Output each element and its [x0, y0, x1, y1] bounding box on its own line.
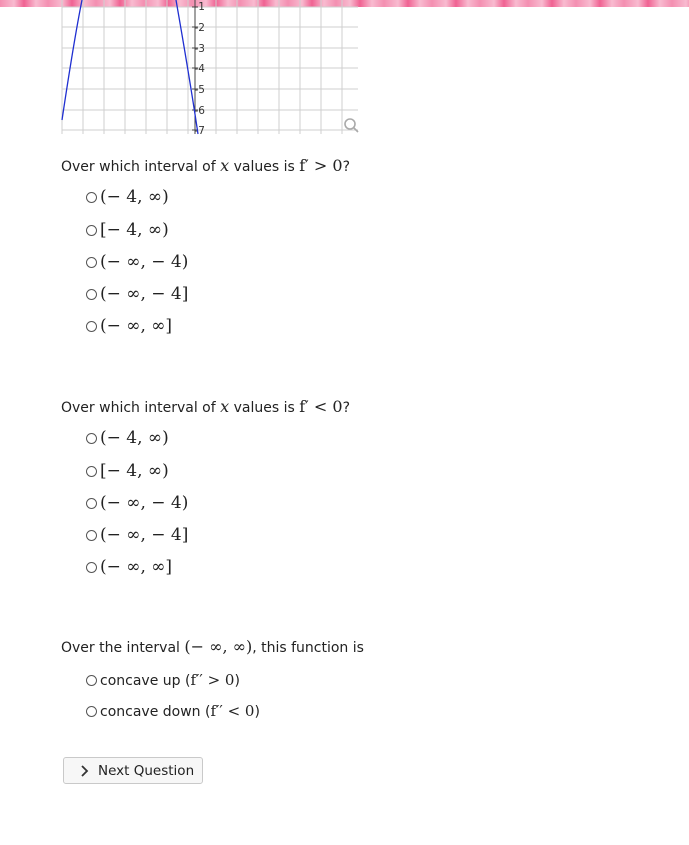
math-expression: (− ∞, ∞)	[184, 637, 253, 656]
question-1-prompt: Over which interval of x values is f′ > 0?	[61, 156, 350, 175]
function-curve-left	[62, 0, 82, 120]
q2-option-1[interactable]: (− 4, ∞)	[86, 427, 169, 449]
q1-option-5[interactable]: (− ∞, ∞]	[86, 315, 172, 337]
math-expression: f′ > 0	[299, 156, 343, 175]
radio-button[interactable]	[86, 466, 97, 477]
y-tick-label: -5	[194, 84, 205, 96]
q3-option-concave-up[interactable]: concave up (f′′ > 0)	[86, 669, 240, 691]
q2-option-2[interactable]: [− 4, ∞)	[86, 460, 169, 482]
math-expression: f′ < 0	[299, 397, 343, 416]
q1-option-4[interactable]: (− ∞, − 4]	[86, 283, 188, 305]
next-question-button[interactable]	[63, 757, 203, 784]
radio-button[interactable]	[86, 562, 97, 573]
question-3-prompt: Over the interval (− ∞, ∞), this function is	[61, 637, 364, 656]
q3-option-concave-down[interactable]: concave down (f′′ < 0)	[86, 700, 260, 722]
q2-option-3[interactable]: (− ∞, − 4)	[86, 492, 188, 514]
q1-option-3[interactable]: (− ∞, − 4)	[86, 251, 188, 273]
function-graph	[58, 0, 368, 138]
radio-button[interactable]	[86, 192, 97, 203]
y-tick-label: -3	[194, 43, 205, 55]
radio-button[interactable]	[86, 706, 97, 717]
radio-button[interactable]	[86, 225, 97, 236]
radio-button[interactable]	[86, 289, 97, 300]
chevron-right-icon	[76, 764, 94, 778]
q2-option-4[interactable]: (− ∞, − 4]	[86, 524, 188, 546]
y-tick-label: -6	[194, 105, 205, 117]
q1-option-1[interactable]: (− 4, ∞)	[86, 186, 169, 208]
radio-button[interactable]	[86, 530, 97, 541]
y-tick-label: -2	[194, 22, 205, 34]
q2-option-5[interactable]: (− ∞, ∞]	[86, 556, 172, 578]
radio-button[interactable]	[86, 498, 97, 509]
math-variable: x	[220, 156, 230, 175]
y-tick-label: -1	[194, 1, 205, 13]
y-tick-label: -4	[194, 63, 205, 75]
radio-button[interactable]	[86, 675, 97, 686]
radio-button[interactable]	[86, 321, 97, 332]
question-2-prompt: Over which interval of x values is f′ < 0?	[61, 397, 350, 416]
q1-option-2[interactable]: [− 4, ∞)	[86, 219, 169, 241]
y-tick-label: -7	[194, 125, 205, 137]
next-question-label: Next Question	[98, 762, 195, 779]
grid	[62, 0, 358, 134]
radio-button[interactable]	[86, 257, 97, 268]
radio-button[interactable]	[86, 433, 97, 444]
math-variable: x	[220, 397, 230, 416]
